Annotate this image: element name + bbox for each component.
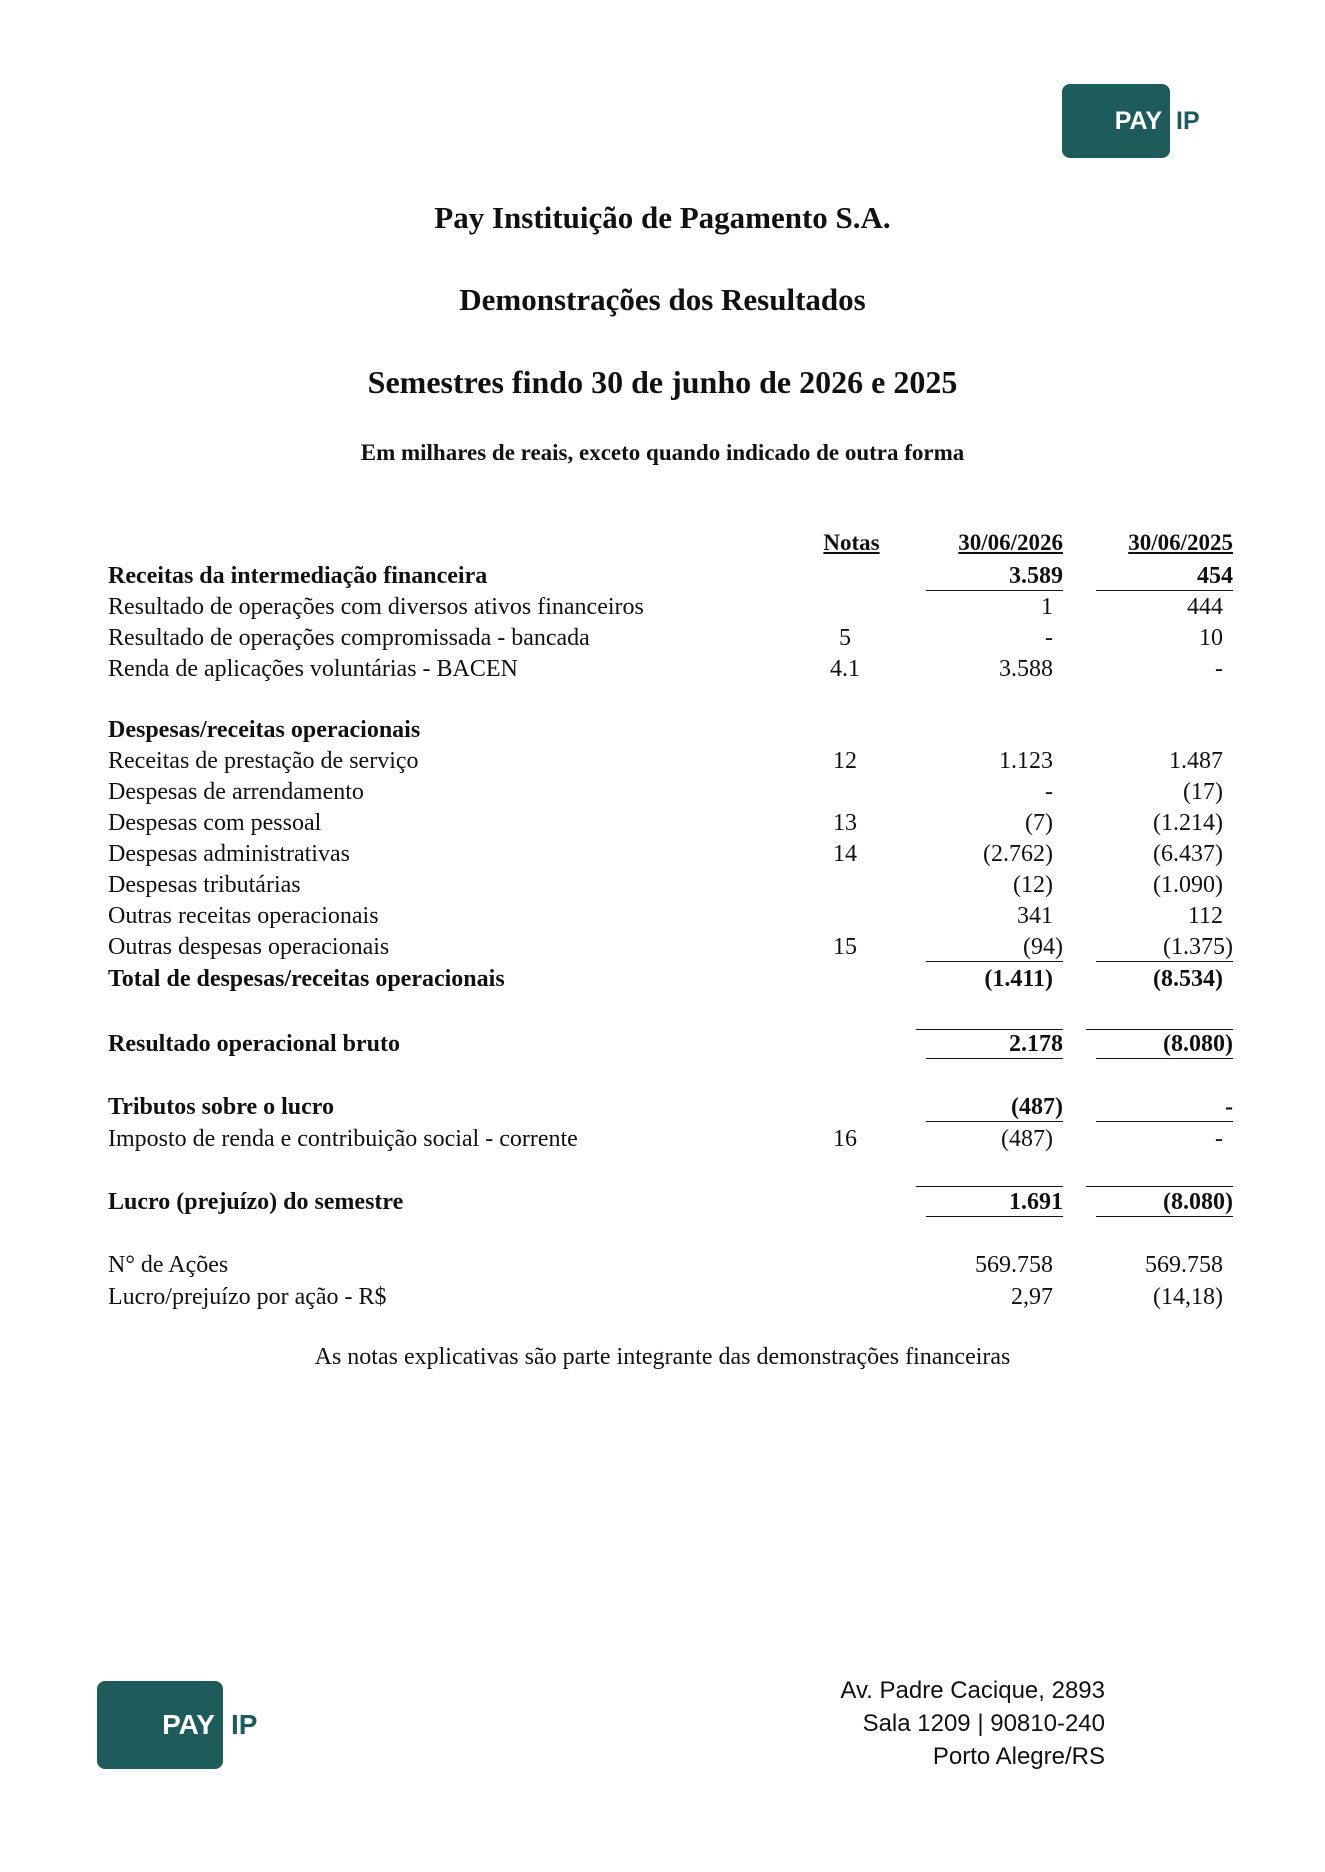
row-value-2026: (94) xyxy=(926,934,1063,962)
logo-pay-text: PAY xyxy=(162,1709,215,1740)
row-value-2025: (1.375) xyxy=(1096,934,1233,962)
row-value-2026: 1.691 xyxy=(926,1189,1063,1217)
row-notas: 4.1 xyxy=(830,656,860,682)
row-value-2026: 2,97 xyxy=(1011,1284,1053,1310)
column-header-2025: 30/06/2025 xyxy=(1128,530,1233,555)
row-value-2026: (12) xyxy=(1013,872,1053,898)
table-row xyxy=(0,934,1325,965)
row-label: Lucro (prejuízo) do semestre xyxy=(108,1189,404,1215)
row-value-2025: (6.437) xyxy=(1153,841,1223,867)
row-value-2025: (8.534) xyxy=(1153,966,1223,992)
logo-box xyxy=(1062,84,1170,158)
row-label: Resultado de operações com diversos ativos financeiros xyxy=(108,594,644,620)
row-value-2026: 341 xyxy=(1017,903,1053,929)
total-row xyxy=(0,1189,1325,1220)
row-label: Resultado de operações compromissada - bancada xyxy=(108,625,590,651)
row-value-2026: 1 xyxy=(1041,594,1053,620)
rule-line xyxy=(1086,1029,1233,1030)
row-value-2025: 569.758 xyxy=(1145,1252,1223,1278)
row-value-2026: 3.588 xyxy=(999,656,1053,682)
row-value-2025: (1.090) xyxy=(1153,872,1223,898)
company-logo-top xyxy=(1062,84,1200,158)
row-value-2025: - xyxy=(1215,1126,1223,1152)
table-row xyxy=(0,810,1325,841)
table-row xyxy=(0,1284,1325,1315)
table-row xyxy=(0,779,1325,810)
row-value-2026: 2.178 xyxy=(926,1031,1063,1059)
row-value-2025: (8.080) xyxy=(1096,1031,1233,1059)
row-value-2026: (1.411) xyxy=(984,966,1053,992)
row-label: Outras receitas operacionais xyxy=(108,903,379,929)
rule-line xyxy=(916,1029,1063,1030)
row-value-2026: (487) xyxy=(926,1094,1063,1122)
total-row xyxy=(0,966,1325,997)
address-line: Av. Padre Cacique, 2893 xyxy=(840,1677,1105,1704)
row-value-2026: 3.589 xyxy=(926,563,1063,591)
row-value-2025: (8.080) xyxy=(1096,1189,1233,1217)
row-notas: 15 xyxy=(833,934,857,960)
row-value-2025: (1.214) xyxy=(1153,810,1223,836)
table-row xyxy=(0,872,1325,903)
row-label: Total de despesas/receitas operacionais xyxy=(108,966,505,992)
row-value-2026: - xyxy=(1045,625,1053,651)
row-label: Lucro/prejuízo por ação - R$ xyxy=(108,1284,387,1310)
row-notas: 12 xyxy=(833,748,857,774)
row-value-2025: - xyxy=(1096,1094,1233,1122)
table-row xyxy=(0,1126,1325,1157)
row-value-2025: 444 xyxy=(1187,594,1223,620)
row-label: Receitas da intermediação financeira xyxy=(108,563,488,589)
logo-pay-text: PAY xyxy=(1114,106,1162,135)
table-row xyxy=(0,903,1325,934)
row-notas: 13 xyxy=(833,810,857,836)
row-label: Despesas administrativas xyxy=(108,841,350,867)
company-logo-bottom xyxy=(97,1681,257,1769)
total-row xyxy=(0,1031,1325,1062)
rule-line xyxy=(1086,1186,1233,1187)
row-label: Outras despesas operacionais xyxy=(108,934,390,960)
address-line: Sala 1209 | 90810-240 xyxy=(862,1710,1105,1737)
row-value-2025: 112 xyxy=(1187,903,1223,929)
row-value-2026: (487) xyxy=(1001,1126,1053,1152)
row-label: Despesas de arrendamento xyxy=(108,779,364,805)
table-row xyxy=(0,625,1325,656)
row-value-2026: - xyxy=(1045,779,1053,805)
row-label: Despesas tributárias xyxy=(108,872,301,898)
table-row xyxy=(0,563,1325,594)
column-header-2026: 30/06/2026 xyxy=(958,530,1063,555)
logo-ip-text: IP xyxy=(231,1709,258,1740)
statement-title: Demonstrações dos Resultados xyxy=(459,282,866,317)
statement-period: Semestres findo 30 de junho de 2026 e 2025 xyxy=(367,364,958,400)
table-row xyxy=(0,841,1325,872)
row-label: N° de Ações xyxy=(108,1252,229,1278)
row-value-2025: 10 xyxy=(1199,625,1223,651)
row-value-2026: 1.123 xyxy=(999,748,1053,774)
row-value-2025: 1.487 xyxy=(1169,748,1223,774)
column-header-notas: Notas xyxy=(823,530,880,555)
table-row xyxy=(0,594,1325,625)
section-heading xyxy=(0,717,1325,748)
address-line: Porto Alegre/RS xyxy=(932,1743,1105,1770)
footnote: As notas explicativas são parte integrante das demonstrações financeiras xyxy=(314,1344,1011,1370)
row-value-2025: (14,18) xyxy=(1153,1284,1223,1310)
row-value-2026: 569.758 xyxy=(975,1252,1053,1278)
row-value-2025: (17) xyxy=(1183,779,1223,805)
row-notas: 16 xyxy=(833,1126,857,1152)
company-name: Pay Instituição de Pagamento S.A. xyxy=(434,200,891,235)
units-note: Em milhares de reais, exceto quando indicado de outra forma xyxy=(360,440,965,465)
row-value-2025: 454 xyxy=(1096,563,1233,591)
row-value-2026: (7) xyxy=(1025,810,1053,836)
row-label: Resultado operacional bruto xyxy=(108,1031,401,1057)
table-row xyxy=(0,748,1325,779)
row-notas: 5 xyxy=(839,625,851,651)
logo-ip-text: IP xyxy=(1176,106,1200,135)
row-label: Imposto de renda e contribuição social - corrente xyxy=(108,1126,578,1152)
row-label: Receitas de prestação de serviço xyxy=(108,748,419,774)
table-row xyxy=(0,656,1325,687)
row-label: Despesas com pessoal xyxy=(108,810,322,836)
row-label: Despesas/receitas operacionais xyxy=(108,717,421,743)
row-value-2026: (2.762) xyxy=(983,841,1053,867)
table-row xyxy=(0,1252,1325,1283)
section-heading xyxy=(0,1094,1325,1125)
rule-line xyxy=(916,1186,1063,1187)
row-notas: 14 xyxy=(833,841,857,867)
row-label: Renda de aplicações voluntárias - BACEN xyxy=(108,656,518,682)
row-value-2025: - xyxy=(1215,656,1223,682)
company-address xyxy=(840,1674,1105,1773)
logo-box xyxy=(97,1681,223,1769)
row-label: Tributos sobre o lucro xyxy=(108,1094,335,1120)
